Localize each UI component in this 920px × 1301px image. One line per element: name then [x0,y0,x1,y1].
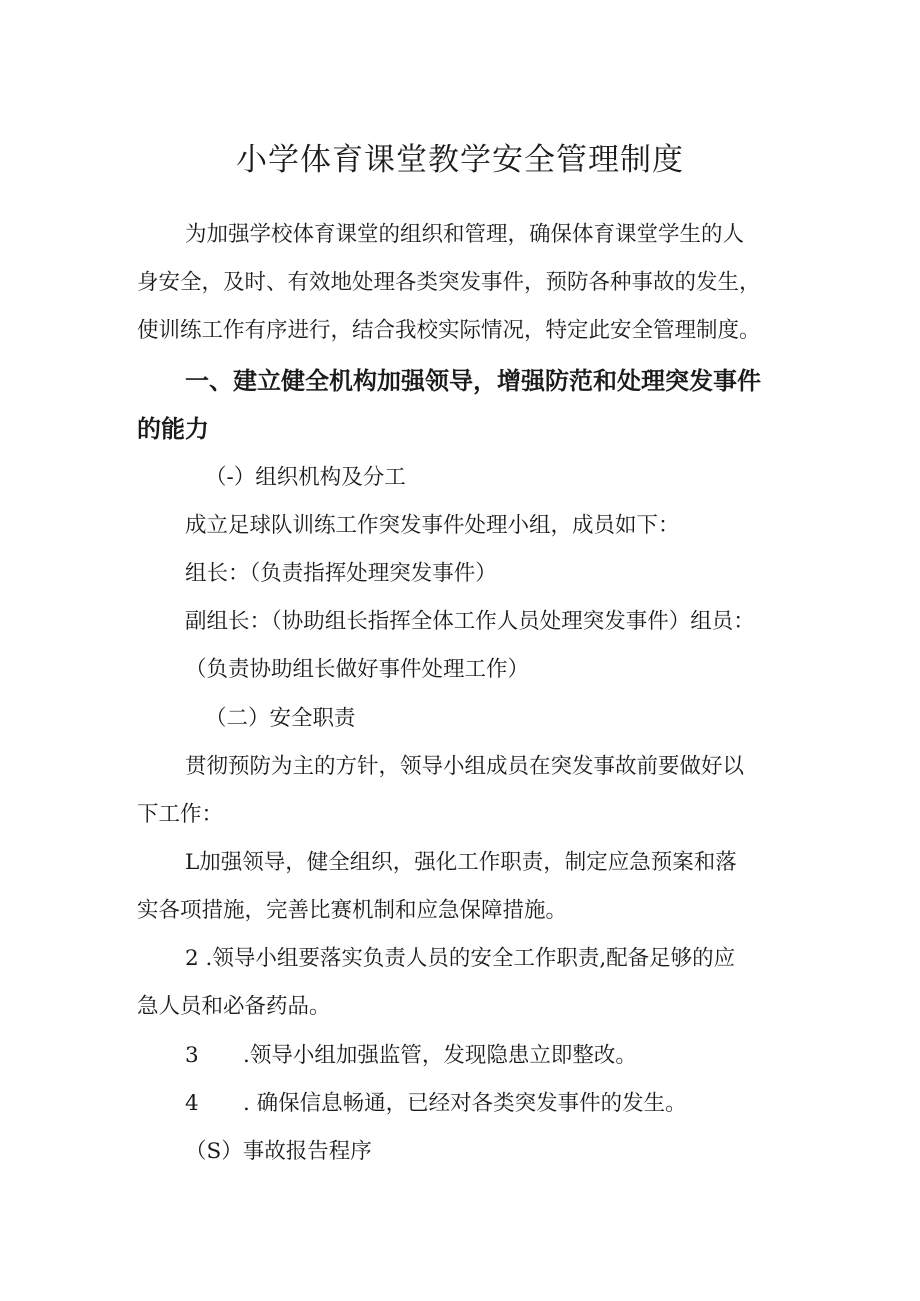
item-1-line-2: 实各项措施，完善比赛机制和应急保障措施。 [137,898,568,923]
subsection-1-line-2: 组长：（负责指挥处理突发事件） [185,561,497,586]
intro-line-3: 使训练工作有序进行，结合我校实际情况，特定此安全管理制度。 [137,318,761,343]
item-3 [185,1040,637,1072]
item-4 [185,1088,687,1120]
item-2-line-2: 急人员和必备药品。 [137,994,331,1019]
item-4-text: . 确保信息畅通，已经对各类突发事件的发生。 [243,1091,687,1116]
intro-line-2: 身安全，及时、有效地处理各类突发事件，预防各种事故的发生， [137,270,761,295]
subsection-2-lead-line-2: 下工作： [137,802,224,827]
subsection-1-line-3: 副组长：（协助组长指挥全体工作人员处理突发事件）组员： [185,609,755,634]
item-2-line-1: 2 .领导小组要落实负责人员的安全工作职责,配备足够的应 [185,946,736,971]
subsection-2-lead-line-1: 贯彻预防为主的方针，领导小组成员在突发事故前要做好以 [185,754,745,779]
item-3-text: .领导小组加强监管，发现隐患立即整改。 [243,1043,637,1068]
subsection-1-line-4: （负责协助组长做好事件处理工作） [185,657,530,682]
subsection-3-title: （S）事故报告程序 [185,1139,372,1164]
section-1-heading-line-2: 的能力 [137,415,209,443]
item-4-number: 4 [185,1091,199,1116]
item-1-line-1: L加强领导，健全组织，强化工作职责，制定应急预案和落 [185,850,737,875]
subsection-1-title: （-）组织机构及分工 [205,465,406,490]
item-3-number: 3 [185,1043,199,1068]
document-title: 小学体育课堂教学安全管理制度 [236,142,684,178]
subsection-2-title: （二）安全职责 [205,706,356,731]
section-1-heading-line-1: 一、建立健全机构加强领导，增强防范和处理突发事件 [185,367,761,395]
subsection-1-line-1: 成立足球队训练工作突发事件处理小组，成员如下： [185,513,680,538]
intro-line-1: 为加强学校体育课堂的组织和管理，确保体育课堂学生的人 [185,222,745,247]
